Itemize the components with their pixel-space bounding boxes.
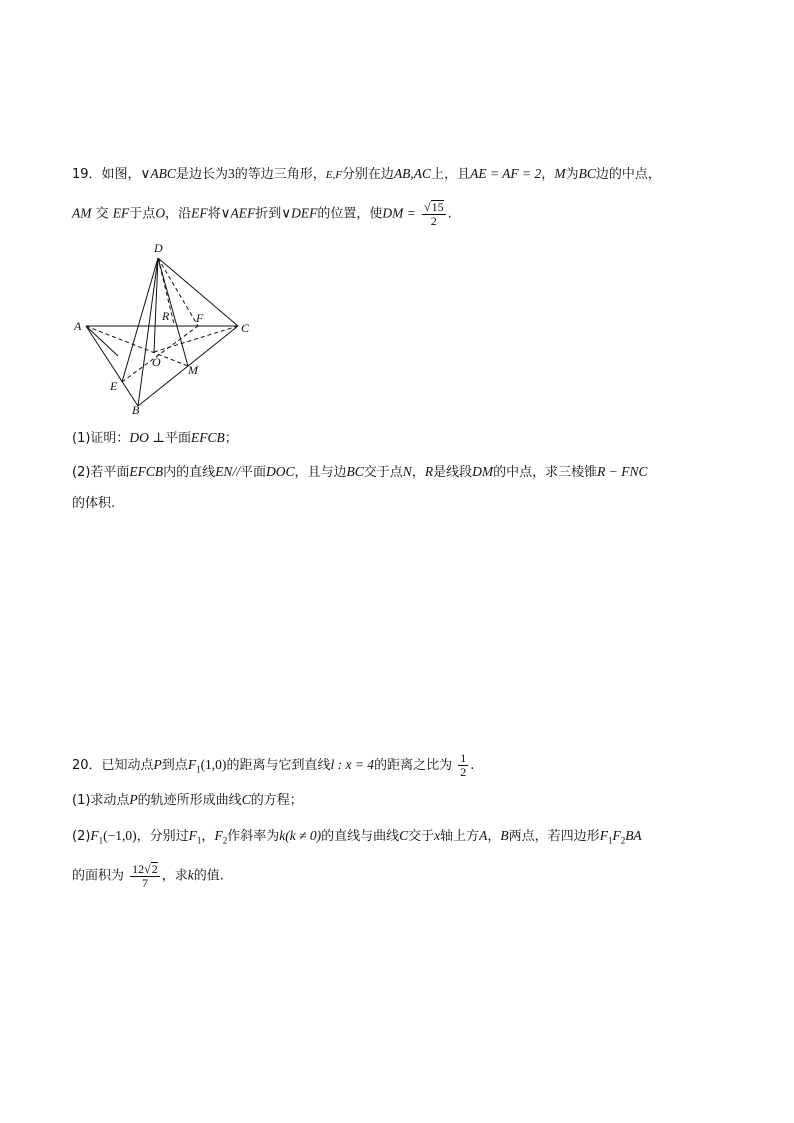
text: 于点 bbox=[129, 206, 156, 222]
text: 边的中点， bbox=[595, 167, 661, 182]
math: ∨DEF bbox=[281, 205, 318, 221]
text: 作斜率为 bbox=[227, 829, 280, 844]
text: ， bbox=[487, 829, 501, 844]
label-M: M bbox=[188, 363, 198, 377]
math: BC bbox=[578, 166, 596, 181]
math: M bbox=[554, 166, 566, 181]
math: BA bbox=[625, 828, 642, 843]
edge-AB bbox=[86, 326, 138, 406]
edge-OC bbox=[154, 326, 238, 352]
math: P bbox=[129, 792, 138, 807]
math: N bbox=[402, 464, 412, 479]
text: ，且与边 bbox=[294, 465, 347, 480]
math: (1,0) bbox=[200, 757, 227, 772]
subscript: 2 bbox=[222, 835, 228, 846]
math: F bbox=[599, 828, 608, 843]
math: AB,AC bbox=[393, 166, 432, 181]
q20-part3 bbox=[72, 862, 224, 890]
text: ； bbox=[224, 431, 238, 446]
text: ，沿 bbox=[165, 206, 192, 222]
edge-EF bbox=[122, 326, 198, 382]
text: 的体积. bbox=[72, 496, 116, 511]
text: (1)证明： bbox=[72, 431, 130, 446]
text: 交于点 bbox=[363, 465, 403, 480]
q20-line1 bbox=[72, 752, 474, 780]
label-C: C bbox=[241, 321, 250, 335]
math: E,F bbox=[325, 169, 342, 181]
text: 到点 bbox=[161, 758, 188, 773]
math: EFCB bbox=[129, 464, 164, 479]
subscript: 1 bbox=[196, 764, 201, 775]
math: AE = AF = 2 bbox=[470, 166, 542, 181]
text: 的距离之比为 bbox=[374, 758, 453, 773]
text: 上，且 bbox=[431, 167, 471, 182]
text: 两点，若四边形 bbox=[508, 829, 600, 844]
text: 的面积为 bbox=[72, 868, 125, 884]
math: k bbox=[187, 867, 194, 883]
text: 平面 bbox=[165, 431, 192, 446]
q19-part2-cont bbox=[72, 494, 115, 514]
math: k(k ≠ 0) bbox=[279, 828, 322, 843]
radicand: 15 bbox=[431, 200, 444, 214]
text: ， bbox=[541, 167, 555, 182]
label-B: B bbox=[132, 403, 140, 417]
numerator-coeff: 12 bbox=[132, 862, 145, 876]
text: 分别在边 bbox=[341, 167, 394, 182]
subscript: 2 bbox=[620, 835, 626, 846]
math: ∨ABC bbox=[140, 166, 176, 181]
text: 交 bbox=[95, 206, 109, 222]
text: 19．如图， bbox=[72, 167, 141, 182]
text: (2) bbox=[72, 829, 91, 844]
text: ，求 bbox=[161, 868, 188, 884]
text: 内的直线 bbox=[163, 465, 216, 480]
text: 是线段 bbox=[433, 465, 473, 480]
math: x bbox=[434, 828, 441, 843]
text: ，分别过 bbox=[136, 829, 189, 844]
text: . bbox=[470, 758, 475, 773]
pyramid-figure bbox=[70, 238, 260, 418]
q19-part2 bbox=[72, 462, 647, 483]
fraction-sqrt15-over-2: $\frac{√15}{2}$ bbox=[424, 200, 444, 228]
math: R bbox=[424, 464, 434, 479]
math: R − FNC bbox=[597, 464, 648, 479]
text: 将 bbox=[207, 206, 221, 222]
text: 的距离与它到直线 bbox=[226, 758, 331, 773]
math: AM bbox=[72, 205, 92, 221]
math: B bbox=[500, 828, 509, 843]
text: . bbox=[447, 206, 452, 222]
q19-part1 bbox=[72, 428, 238, 449]
text: (2)若平面 bbox=[72, 465, 130, 480]
math: DOC bbox=[265, 464, 295, 479]
math: DM = bbox=[382, 205, 416, 221]
text: 交于 bbox=[408, 829, 435, 844]
fraction-1-over-2 bbox=[458, 752, 468, 779]
text: 轴上方 bbox=[440, 829, 480, 844]
subscript: 1 bbox=[196, 835, 202, 846]
math: F bbox=[214, 828, 223, 843]
math: EF bbox=[112, 205, 130, 221]
math: DM bbox=[472, 464, 494, 479]
math: C bbox=[241, 792, 251, 807]
math: EF bbox=[191, 205, 208, 221]
text: 折到 bbox=[255, 206, 282, 222]
text: 为 bbox=[565, 167, 579, 182]
fraction-12sqrt2-over-7: $\frac{12√2}{7}$ bbox=[132, 862, 158, 890]
text: 的值. bbox=[193, 868, 224, 884]
math: (−1,0) bbox=[103, 828, 137, 843]
math: DO ⊥ bbox=[129, 430, 165, 445]
denominator: 7 bbox=[141, 876, 148, 890]
text: 的方程； bbox=[250, 793, 303, 808]
label-O: O bbox=[152, 355, 161, 369]
numerator: 1 bbox=[460, 751, 467, 765]
math: P bbox=[153, 757, 162, 772]
text: 平面 bbox=[239, 465, 266, 480]
math: F bbox=[90, 828, 99, 843]
text: 的中点，求三棱锥 bbox=[493, 465, 598, 480]
q20-part1 bbox=[72, 790, 303, 811]
text: 的等边三角形， bbox=[234, 167, 326, 182]
math: A bbox=[479, 828, 488, 843]
text: ， bbox=[411, 465, 425, 480]
text: 的位置，使 bbox=[317, 206, 383, 222]
math: F bbox=[188, 828, 197, 843]
label-E: E bbox=[110, 379, 118, 393]
denominator: 2 bbox=[460, 765, 467, 779]
math: C bbox=[399, 828, 409, 843]
q20-part2 bbox=[72, 826, 642, 851]
label-A: A bbox=[74, 319, 82, 333]
math: 3 bbox=[227, 166, 235, 181]
label-F: F bbox=[196, 311, 204, 325]
text: (1)求动点 bbox=[72, 793, 130, 808]
text: 的直线与曲线 bbox=[321, 829, 400, 844]
subscript: 1 bbox=[98, 835, 104, 846]
radicand: 2 bbox=[151, 862, 158, 876]
q19-line1 bbox=[72, 164, 661, 185]
math: EN// bbox=[215, 464, 240, 479]
math: F bbox=[187, 757, 197, 772]
text: 是边长为 bbox=[175, 167, 228, 182]
label-R: R bbox=[162, 309, 170, 323]
math: F bbox=[612, 828, 621, 843]
text: 的轨迹所形成曲线 bbox=[137, 793, 242, 808]
math: BC bbox=[346, 464, 364, 479]
math: O bbox=[155, 205, 166, 221]
math: ∨AEF bbox=[220, 205, 256, 221]
denominator: 2 bbox=[430, 214, 437, 228]
math: EFCB bbox=[191, 430, 225, 445]
q19-line2 bbox=[72, 200, 452, 228]
label-D: D bbox=[154, 241, 163, 255]
text: ， bbox=[201, 829, 215, 844]
text: 20．已知动点 bbox=[72, 758, 154, 773]
subscript: 1 bbox=[607, 835, 613, 846]
math: l : x = 4 bbox=[330, 757, 375, 772]
